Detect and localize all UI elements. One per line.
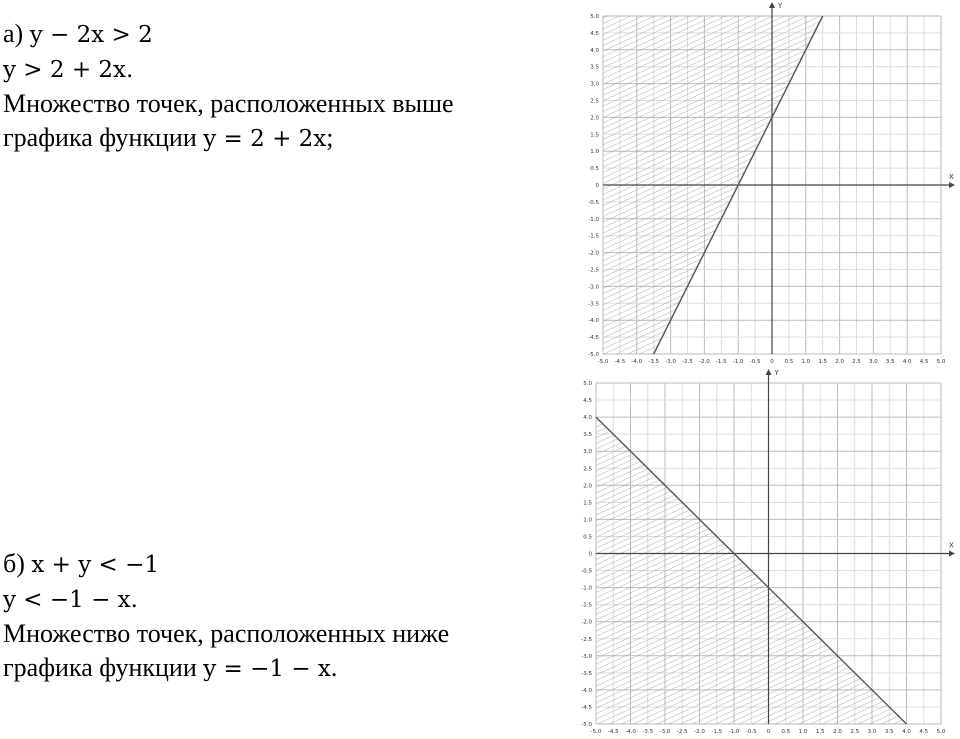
x-tick-label: 2.0	[835, 359, 844, 365]
x-tick-label: -0.5	[745, 729, 757, 734]
x-tick-label: 2.5	[850, 729, 860, 734]
y-tick-label: -1.0	[588, 216, 599, 223]
y-tick-label: -3.0	[588, 284, 599, 291]
part-a-solved: y > 2 + 2x	[3, 57, 127, 83]
part-a-solved-end: .	[126, 57, 134, 83]
y-tick-label: -2.0	[588, 250, 599, 257]
graph-b-svg	[570, 367, 960, 734]
part-a-function-end: ;	[326, 123, 334, 152]
x-tick-label: 0	[766, 729, 771, 734]
y-tick-label: -4.0	[581, 687, 592, 694]
x-tick-label: -2.5	[682, 359, 693, 365]
y-tick-label: -5.0	[581, 722, 592, 728]
x-tick-label: 1.0	[798, 729, 808, 734]
x-tick-label: -2.5	[676, 729, 688, 734]
part-a-line-1	[3, 17, 454, 52]
y-tick-label: -4.0	[588, 318, 599, 325]
x-tick-label: -1.5	[711, 729, 723, 734]
x-tick-label: -4.0	[625, 729, 636, 734]
x-tick-label: -3.0	[665, 359, 676, 365]
x-tick-label: 4.0	[902, 359, 912, 365]
x-tick-label: -1.0	[728, 729, 740, 734]
y-tick-label: 1.0	[583, 517, 592, 524]
part-b-solved-end: .	[130, 587, 138, 613]
x-tick-label: 3.0	[867, 729, 877, 734]
y-tick-label: 0.5	[583, 534, 592, 541]
y-tick-label: 3.0	[590, 81, 599, 88]
graph-a-svg	[570, 0, 960, 365]
x-tick-label: -4.0	[631, 359, 643, 365]
part-a-description-1: Множество точек, расположенных выше	[3, 89, 454, 118]
y-axis-arrow	[769, 2, 775, 8]
x-tick-label: -2.0	[699, 359, 710, 365]
y-tick-label: 0	[595, 183, 599, 189]
y-tick-label: 4.0	[583, 415, 592, 422]
x-tick-label: 0	[770, 359, 774, 365]
part-b-line-4	[3, 651, 449, 686]
x-tick-label: 3.5	[884, 729, 894, 734]
x-tick-label: -5.0	[597, 359, 609, 365]
solution-part-b	[3, 547, 449, 686]
x-tick-label: -5.0	[590, 729, 602, 734]
y-tick-label: 0.5	[590, 166, 599, 173]
part-b-description-1: Множество точек, расположенных ниже	[3, 619, 450, 648]
x-tick-label: -3.5	[648, 359, 660, 365]
y-tick-label: -3.0	[581, 653, 592, 660]
part-a-line-2	[3, 52, 454, 87]
y-tick-label: 1.5	[590, 132, 599, 139]
part-a-line-4	[3, 121, 454, 156]
x-tick-label: -1.0	[732, 359, 744, 365]
y-tick-label: 5.0	[583, 381, 592, 387]
part-b-description-2: графика функции	[3, 653, 197, 682]
x-tick-label: 0.5	[784, 359, 794, 365]
part-b-function-end: .	[330, 653, 338, 682]
x-tick-label: 5.0	[936, 359, 946, 365]
x-tick-label: -1.5	[715, 359, 727, 365]
y-tick-label: 2.0	[590, 115, 599, 122]
x-tick-label: 1.0	[801, 359, 811, 365]
part-a-inequality: y − 2x > 2	[29, 22, 153, 48]
x-tick-label: 4.0	[902, 729, 911, 734]
x-tick-label: 5.0	[936, 729, 946, 734]
y-tick-label: -0.5	[588, 199, 599, 206]
part-b-solved: y < −1 − x	[3, 587, 131, 613]
y-tick-label: -4.5	[588, 335, 599, 342]
y-tick-label: -1.5	[581, 602, 592, 609]
x-tick-label: -4.5	[614, 359, 626, 365]
y-tick-label: -2.5	[588, 267, 599, 274]
x-axis-label: X	[949, 173, 954, 181]
x-tick-label: 2.5	[852, 359, 861, 365]
part-a-function: y = 2 + 2x	[203, 126, 327, 152]
graph-part-a	[570, 0, 960, 370]
part-b-line-1	[3, 547, 449, 582]
y-tick-label: -1.0	[581, 585, 592, 592]
x-tick-label: -2.0	[694, 729, 705, 734]
x-tick-label: 4.5	[919, 729, 929, 734]
part-b-label: б)	[3, 549, 25, 578]
part-a-description-2: графика функции	[3, 123, 197, 152]
y-tick-label: 0	[588, 551, 592, 558]
y-tick-label: 5.0	[590, 14, 599, 20]
x-tick-label: -3.5	[642, 729, 654, 734]
y-tick-label: -0.5	[581, 568, 592, 575]
x-tick-label: 3.0	[869, 359, 878, 365]
y-tick-label: 1.5	[583, 500, 592, 507]
part-b-function: y = −1 − x	[203, 656, 331, 682]
y-tick-label: 1.0	[590, 149, 599, 156]
solution-part-a	[3, 17, 454, 156]
x-tick-label: -4.5	[607, 729, 619, 734]
y-axis-label: Y	[774, 369, 779, 377]
y-tick-label: 4.0	[590, 47, 599, 54]
y-tick-label: -2.5	[581, 636, 592, 643]
y-tick-label: 3.5	[583, 432, 592, 439]
x-tick-label: 0.5	[781, 729, 791, 734]
y-tick-label: 3.5	[590, 64, 599, 71]
y-tick-label: -5.0	[588, 352, 599, 358]
x-tick-label: 1.5	[818, 359, 828, 365]
y-tick-label: -2.0	[581, 619, 592, 626]
y-tick-label: 3.0	[583, 449, 592, 456]
x-tick-label: -3.0	[659, 729, 671, 734]
y-axis-arrow	[766, 369, 772, 375]
y-tick-label: 2.5	[583, 466, 592, 473]
y-tick-label: -3.5	[588, 301, 599, 308]
part-b-inequality: x + y < −1	[31, 552, 160, 578]
y-tick-label: 4.5	[583, 398, 592, 405]
y-tick-label: -3.5	[581, 670, 592, 677]
x-axis-label: X	[949, 541, 954, 550]
y-axis-label: Y	[778, 2, 783, 10]
y-tick-label: 2.5	[590, 98, 599, 105]
y-tick-label: -1.5	[588, 233, 599, 240]
x-tick-label: -0.5	[749, 359, 761, 365]
part-a-label: а)	[3, 19, 24, 48]
y-tick-label: -4.5	[581, 704, 592, 711]
y-tick-label: 2.0	[583, 483, 592, 490]
part-b-line-2	[3, 582, 449, 617]
graph-part-b	[570, 367, 960, 739]
x-tick-label: 1.5	[815, 729, 825, 734]
x-tick-label: 4.5	[919, 359, 929, 365]
x-tick-label: 2.0	[833, 729, 842, 734]
x-axis-arrow	[949, 182, 955, 188]
x-tick-label: 3.5	[885, 359, 895, 365]
x-axis-arrow	[949, 551, 955, 557]
y-tick-label: 4.5	[590, 30, 599, 37]
